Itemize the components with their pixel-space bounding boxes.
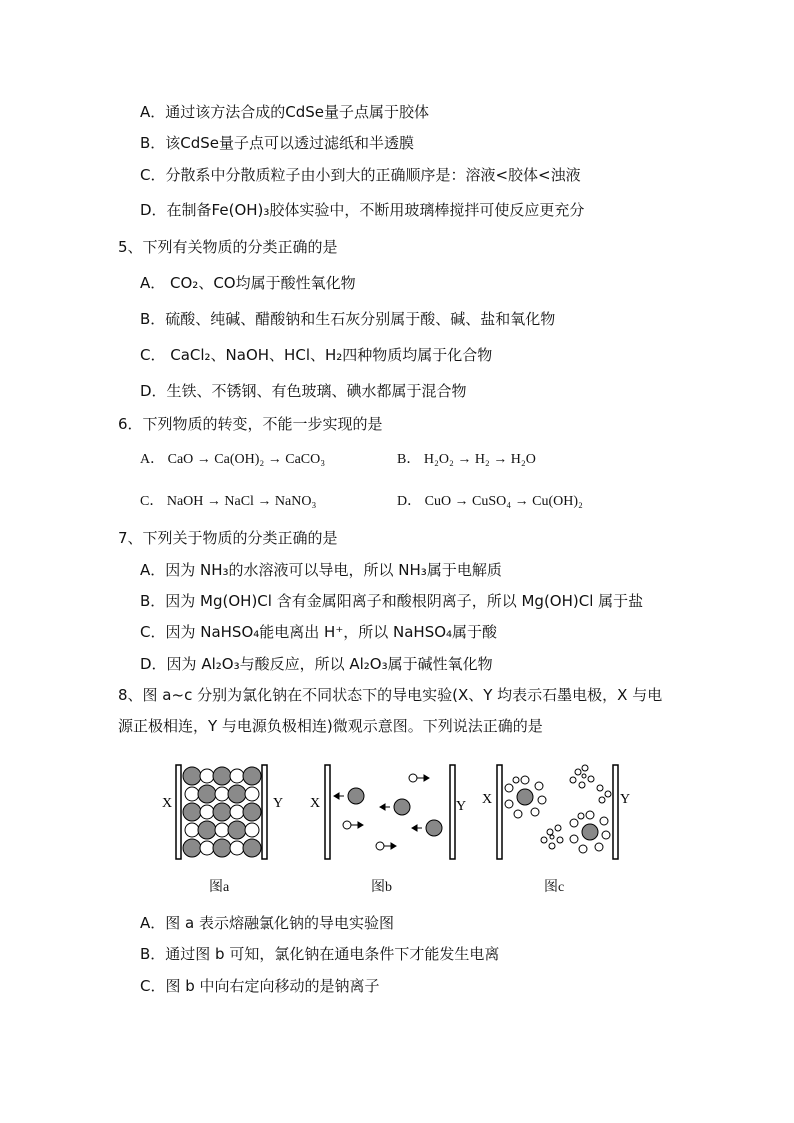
chloride-ion: [198, 821, 216, 839]
q7-option-a: A．因为 NH₃的水溶液可以导电，所以 NH₃属于电解质: [140, 561, 502, 579]
q8-stem-line2: 源正极相连，Y 与电源负极相连)微观示意图。下列说法正确的是: [118, 717, 543, 735]
sodium-ion: [200, 769, 214, 783]
q4-option-d: D．在制备Fe(OH)₃胶体实验中，不断用玻璃棒搅拌可使反应更充分: [140, 201, 585, 219]
electrode-label-x: X: [482, 792, 493, 807]
q5-option-d: D．生铁、不锈钢、有色玻璃、碘水都属于混合物: [140, 382, 467, 400]
q8-option-b: B．通过图 b 可知，氯化钠在通电条件下才能发生电离: [140, 945, 500, 963]
electrode-label-y: Y: [456, 799, 467, 814]
sodium-ion: [185, 787, 199, 801]
q5-option-c: C． CaCl₂、NaOH、HCl、H₂四种物质均属于化合物: [140, 346, 493, 364]
q7-option-b: B．因为 Mg(OH)Cl 含有金属阳离子和酸根阴离子，所以 Mg(OH)Cl 属于盐: [140, 592, 644, 610]
electrode-label-y: Y: [273, 796, 284, 811]
chloride-ion: [213, 839, 231, 857]
q7-option-d: D．因为 Al₂O₃与酸反应，所以 Al₂O₃属于碱性氧化物: [140, 655, 493, 673]
q6-option-c: C． NaOH → NaCl → NaNO₃: [140, 494, 317, 509]
sodium-ion: [185, 823, 199, 837]
figure-a-solid-lattice: [158, 760, 288, 865]
sodium-ion: [245, 787, 259, 801]
q6-option-b: B． H₂O₂ → H₂ → H₂O: [397, 452, 536, 467]
chloride-ion: [243, 767, 261, 785]
q8-option-c: C．图 b 中向右定向移动的是钠离子: [140, 977, 380, 995]
chloride-ion: [213, 803, 231, 821]
q5-stem: 5、下列有关物质的分类正确的是: [118, 238, 338, 256]
sodium-ion: [200, 805, 214, 819]
figure-a-caption: 图a: [209, 880, 230, 895]
q4-option-c: C．分散系中分散质粒子由小到大的正确顺序是：溶液<胶体<浊液: [140, 166, 581, 184]
sodium-ion: [230, 841, 244, 855]
figure-b-moving-ions: [306, 760, 476, 865]
chloride-ion: [183, 767, 201, 785]
figure-b-caption: 图b: [371, 880, 392, 895]
figure-c-caption: 图c: [544, 880, 565, 895]
q7-option-c: C．因为 NaHSO₄能电离出 H⁺，所以 NaHSO₄属于酸: [140, 623, 498, 641]
electrode-label-x: X: [310, 796, 321, 811]
sodium-ion: [200, 841, 214, 855]
chloride-ion: [183, 803, 201, 821]
q7-stem: 7、下列关于物质的分类正确的是: [118, 529, 338, 547]
chloride-ion: [213, 767, 231, 785]
q4-option-a: A．通过该方法合成的CdSe量子点属于胶体: [140, 103, 430, 121]
q4-option-b: B．该CdSe量子点可以透过滤纸和半透膜: [140, 134, 415, 152]
chloride-ion: [243, 803, 261, 821]
q8-stem-line1: 8、图 a~c 分别为氯化钠在不同状态下的导电实验(X、Y 均表示石墨电极，X 与电: [118, 686, 663, 704]
q6-stem: 6．下列物质的转变，不能一步实现的是: [118, 415, 383, 433]
sodium-ion: [230, 769, 244, 783]
sodium-ion: [215, 823, 229, 837]
figure-c-hydrated-ions: [480, 760, 640, 872]
q5-option-b: B．硫酸、纯碱、醋酸钠和生石灰分别属于酸、碱、盐和氧化物: [140, 310, 556, 328]
chloride-ion: [198, 785, 216, 803]
electrode-label-x: X: [162, 796, 173, 811]
chloride-ion: [228, 821, 246, 839]
chloride-ion: [183, 839, 201, 857]
q5-option-a: A． CO₂、CO均属于酸性氧化物: [140, 274, 356, 292]
chloride-ion: [243, 839, 261, 857]
chloride-ion: [228, 785, 246, 803]
sodium-ion: [245, 823, 259, 837]
sodium-ion: [230, 805, 244, 819]
q6-option-d: D． CuO → CuSO₄ → Cu(OH)₂: [397, 494, 583, 509]
sodium-ion: [215, 787, 229, 801]
q6-option-a: A． CaO → Ca(OH)₂ → CaCO₃: [140, 452, 326, 467]
electrode-label-y: Y: [620, 792, 631, 807]
q8-option-a: A．图 a 表示熔融氯化钠的导电实验图: [140, 914, 394, 932]
